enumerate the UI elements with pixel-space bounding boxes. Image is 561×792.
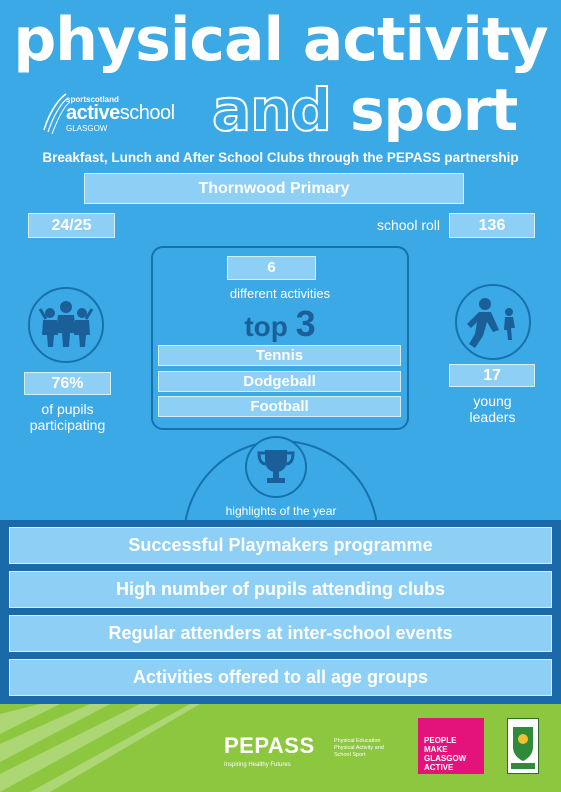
- top-number: 3: [295, 303, 316, 344]
- school-roll-value: 136: [449, 213, 535, 238]
- highlight-item-4: Activities offered to all age groups: [9, 659, 552, 696]
- top-sport-2: Dodgeball: [158, 371, 401, 392]
- participation-label: [10, 401, 125, 433]
- top3-heading: [151, 304, 409, 347]
- group-people-icon: [30, 289, 102, 361]
- trophy-icon: [247, 438, 305, 496]
- young-leaders-count: 17: [449, 364, 535, 387]
- top-label: top: [244, 311, 288, 342]
- logo-activeschool: [66, 102, 175, 125]
- school-name: Thornwood Primary: [84, 173, 464, 204]
- participation-label-line2: participating: [29, 417, 106, 433]
- logo-glasgow: GLASGOW: [66, 124, 108, 133]
- pepass-description: Physical Education Physical Activity and School Sport: [334, 738, 384, 758]
- crest-shape-icon: [508, 719, 538, 773]
- pmg-line3: GLASGOW: [424, 754, 467, 763]
- participation-badge: [28, 287, 104, 363]
- highlights-label: highlights of the year: [225, 504, 337, 518]
- participation-label-line1: of pupils: [41, 401, 94, 417]
- page-title: physical activity: [13, 5, 548, 75]
- pepass-tagline: Inspiring Healthy Futures: [224, 762, 291, 768]
- people-make-glasgow-active-logo: [418, 718, 484, 774]
- runner-icon: [457, 286, 529, 358]
- school-year: 24/25: [28, 213, 115, 238]
- activities-label: different activities: [229, 286, 331, 301]
- leaders-label-line1: young: [473, 393, 512, 409]
- logo-sportscotland: sportscotland: [66, 95, 119, 104]
- pepass-logo: PEPASS: [224, 733, 315, 758]
- glasgow-crest-icon: [507, 718, 539, 774]
- top-sport-1: Tennis: [158, 345, 401, 366]
- and-word: and: [212, 76, 331, 144]
- top-sport-3: Football: [158, 396, 401, 417]
- pmg-line1: PEOPLE: [424, 736, 457, 745]
- sport-word: sport: [350, 76, 518, 144]
- highlight-item-1: Successful Playmakers programme: [9, 527, 552, 564]
- leaders-badge: [455, 284, 531, 360]
- trophy-badge: [245, 436, 307, 498]
- pmg-line4: ACTIVE: [424, 763, 454, 772]
- pmg-line2: MAKE: [424, 745, 448, 754]
- highlight-item-3: Regular attenders at inter-school events: [9, 615, 552, 652]
- highlight-item-2: High number of pupils attending clubs: [9, 571, 552, 608]
- logo-school-text: school: [119, 102, 175, 124]
- school-roll-label: school roll: [376, 217, 440, 233]
- subtitle: Breakfast, Lunch and After School Clubs through the PEPASS partnership: [42, 150, 519, 165]
- young-leaders-label: [435, 393, 550, 425]
- participation-percent: 76%: [24, 372, 111, 395]
- leaders-label-line2: leaders: [469, 409, 516, 425]
- activities-count: 6: [227, 256, 316, 280]
- logo-active-text: active: [66, 102, 120, 124]
